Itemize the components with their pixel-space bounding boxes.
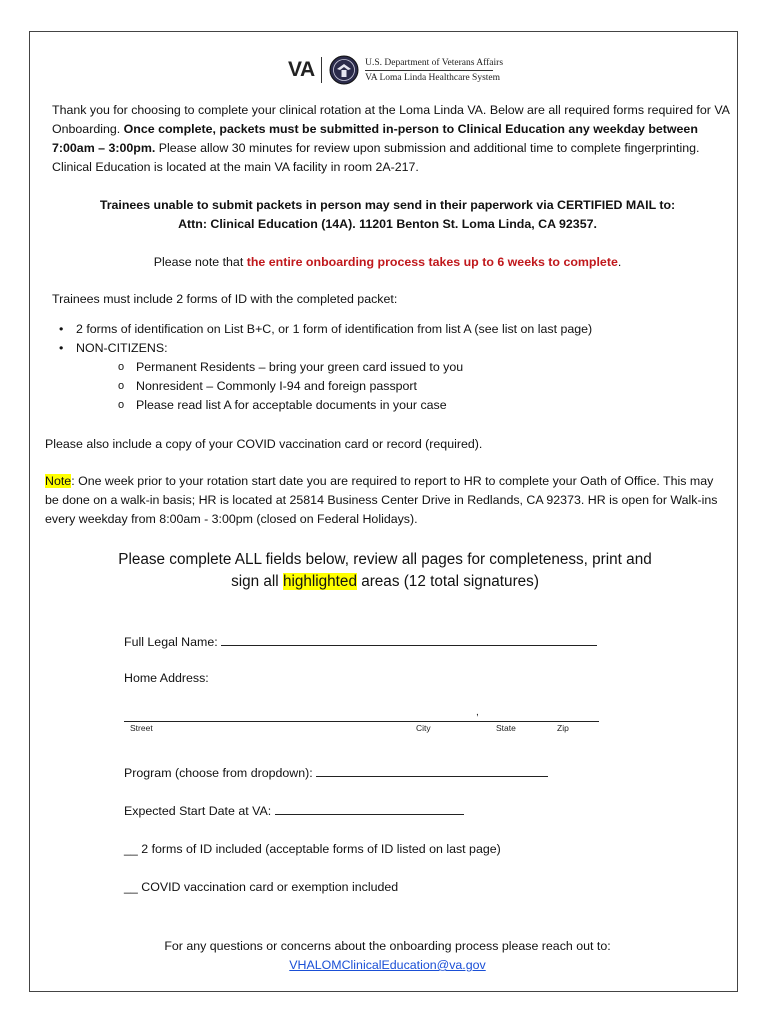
instructions-line-2 bbox=[40, 571, 730, 593]
contact-email-link[interactable]: VHALOMClinicalEducation@va.gov bbox=[289, 958, 486, 972]
program-label: Program (choose from dropdown): bbox=[124, 766, 313, 780]
note-label: Note bbox=[45, 474, 72, 488]
program-row bbox=[124, 763, 548, 782]
instructions-line-1: Please complete ALL fields below, review all pages for completeness, print and bbox=[118, 551, 652, 568]
start-date-label: Expected Start Date at VA: bbox=[124, 804, 272, 818]
intro-paragraph bbox=[52, 101, 730, 177]
address-comma: , bbox=[476, 707, 479, 718]
full-name-label: Full Legal Name: bbox=[124, 635, 218, 649]
list-item: o Please read list A for acceptable documents in your case bbox=[76, 396, 732, 415]
note-text: : One week prior to your rotation start date you are required to report to HR to complete your Oath of Office. This may be done on a walk-in basis; HR is located at 25814 Business Center Drive in Redlands, CA 92373. HR is open for Walk-ins every weekday from 8:00am - 3:00pm (closed on Federal Holidays). bbox=[45, 474, 718, 526]
instructions-post: areas (12 total signatures) bbox=[361, 573, 539, 590]
header-divider bbox=[321, 57, 323, 83]
va-seal-icon bbox=[329, 55, 359, 85]
home-address-label: Home Address: bbox=[124, 671, 209, 685]
notice-suffix: . bbox=[617, 255, 622, 269]
start-date-field[interactable] bbox=[275, 801, 464, 815]
list-item: o Permanent Residents – bring your green card issued to you bbox=[76, 358, 732, 377]
id-checkbox-label: 2 forms of ID included (acceptable forms of ID listed on last page) bbox=[141, 842, 501, 856]
non-citizens-sublist bbox=[76, 358, 732, 415]
onboarding-notice bbox=[40, 253, 735, 272]
department-name bbox=[365, 57, 503, 84]
non-citizens-label: NON-CITIZENS: bbox=[76, 341, 168, 355]
zip-label: Zip bbox=[557, 723, 569, 733]
home-address-field[interactable] bbox=[124, 721, 599, 722]
list-item: o Nonresident – Commonly I-94 and foreign passport bbox=[76, 377, 732, 396]
notice-prefix: Please note that bbox=[153, 255, 244, 269]
id-requirements-list bbox=[52, 320, 732, 415]
covid-checkbox[interactable]: __ bbox=[124, 880, 138, 894]
program-dropdown[interactable] bbox=[316, 763, 548, 777]
certified-mail-block bbox=[40, 196, 735, 234]
notice-red-text: the entire onboarding process takes up to 6 weeks to complete bbox=[246, 255, 618, 269]
intro-text: Thank you for choosing to complete your clinical rotation at the Loma Linda VA. Below are all required forms required for VA Onboarding. bbox=[52, 103, 730, 136]
certified-mail-line-1: Trainees unable to submit packets in person may send in their paperwork via CERTIFIED MAIL to: bbox=[99, 198, 676, 212]
department-line-2: VA Loma Linda Healthcare System bbox=[365, 72, 501, 83]
instructions-pre: sign all bbox=[231, 573, 279, 590]
intro-end-text: Please allow 30 minutes for review upon submission and additional time to complete fingerprinting. Clinical Education is located at the main VA facility in room 2A-217. bbox=[52, 141, 700, 174]
start-date-row bbox=[124, 801, 464, 820]
department-line-1: U.S. Department of Veterans Affairs bbox=[365, 57, 504, 68]
covid-requirement: Please also include a copy of your COVID vaccination card or record (required). bbox=[45, 437, 483, 451]
department-rule bbox=[365, 70, 493, 71]
contact-question: For any questions or concerns about the onboarding process please reach out to: bbox=[164, 939, 611, 953]
street-label: Street bbox=[130, 723, 153, 733]
complete-fields-instructions bbox=[40, 549, 730, 593]
full-name-row bbox=[124, 632, 597, 651]
covid-checkbox-row bbox=[124, 878, 398, 896]
list-item bbox=[52, 339, 732, 415]
full-name-field[interactable] bbox=[221, 632, 597, 646]
city-label: City bbox=[416, 723, 431, 733]
id-checkbox[interactable]: __ bbox=[124, 842, 138, 856]
id-intro: Trainees must include 2 forms of ID with the completed packet: bbox=[52, 292, 398, 306]
certified-mail-address: Attn: Clinical Education (14A). 11201 Benton St. Loma Linda, CA 92357. bbox=[178, 217, 597, 231]
intro-bold-text: Once complete, packets must be submitted in-person to Clinical Education any weekday between 7:00am – 3:00pm. bbox=[52, 122, 698, 155]
covid-checkbox-label: COVID vaccination card or exemption included bbox=[141, 880, 399, 894]
va-logo-text: VA bbox=[288, 58, 315, 81]
id-checkbox-row bbox=[124, 840, 501, 858]
list-item: • 2 forms of identification on List B+C, or 1 form of identification from list A (see list on last page) bbox=[52, 320, 732, 339]
hr-note bbox=[45, 472, 720, 529]
highlighted-word: highlighted bbox=[282, 573, 357, 590]
contact-footer bbox=[40, 937, 735, 975]
va-header bbox=[288, 52, 503, 88]
state-label: State bbox=[496, 723, 516, 733]
